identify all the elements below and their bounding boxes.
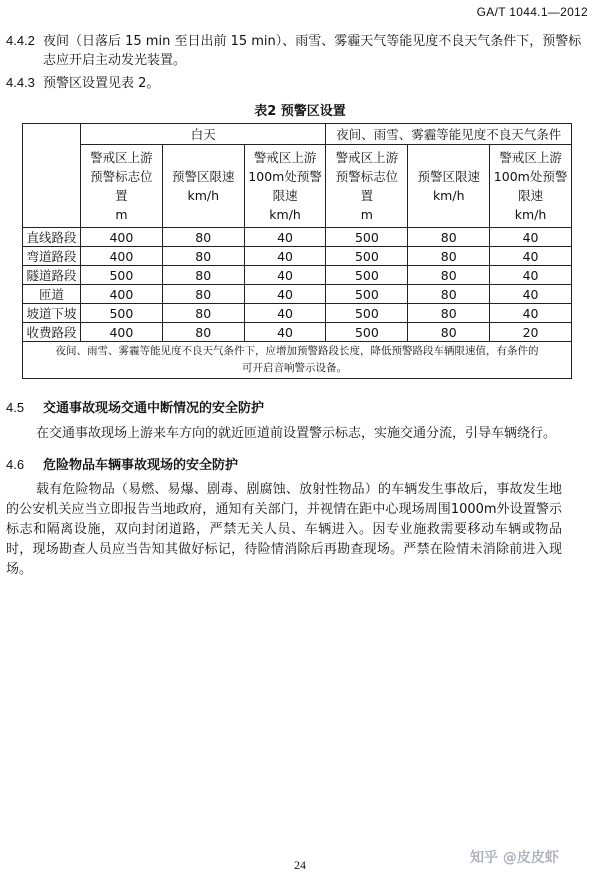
table-cell: 40 — [490, 247, 572, 266]
row-label: 匝道 — [23, 285, 81, 304]
table-row — [23, 247, 572, 266]
table-note-line2: 可开启音响警示设备。 — [242, 362, 347, 374]
table-cell: 40 — [244, 247, 326, 266]
table-cell: 40 — [490, 228, 572, 247]
table-cell: 80 — [162, 247, 244, 266]
table-cell: 80 — [408, 266, 490, 285]
column-header: 预警区限速 km/h — [162, 145, 244, 228]
section-4-6-heading — [6, 454, 238, 473]
table-cell: 500 — [326, 285, 408, 304]
clause-text: 预警区设置见表 2。 — [43, 76, 160, 91]
row-label: 直线路段 — [23, 228, 81, 247]
standard-code: GA/T 1044.1—2012 — [476, 5, 588, 19]
clause-number: 4.4.2 — [6, 33, 35, 48]
group-header-night: 夜间、雨雪、雾霾等能见度不良天气条件 — [326, 124, 572, 145]
table-row — [23, 228, 572, 247]
table-note — [23, 342, 572, 379]
table-cell: 40 — [490, 304, 572, 323]
column-header: 预警区限速 km/h — [408, 145, 490, 228]
table-cell: 400 — [81, 285, 163, 304]
table-cell: 500 — [326, 304, 408, 323]
table-note-line1: 夜间、雨雪、雾霾等能见度不良天气条件下，应增加预警路段长度，降低预警路段车辆限速值，有条件的 — [55, 345, 539, 357]
column-header: 警戒区上游 100m处预警 限速 km/h — [244, 145, 326, 228]
table-cell: 80 — [162, 323, 244, 342]
column-header: 警戒区上游 预警标志位 置 m — [326, 145, 408, 228]
table-cell: 40 — [490, 266, 572, 285]
table-cell: 80 — [162, 285, 244, 304]
table-cell: 80 — [408, 247, 490, 266]
table-cell: 40 — [244, 285, 326, 304]
table-cell: 40 — [244, 323, 326, 342]
section-number: 4.5 — [6, 400, 25, 415]
section-4-5-heading — [6, 397, 264, 416]
table-cell: 80 — [408, 285, 490, 304]
table-cell: 400 — [81, 323, 163, 342]
table-cell: 500 — [326, 323, 408, 342]
section-title: 危险物品车辆事故现场的安全防护 — [43, 458, 239, 473]
watermark: 知乎 @皮皮虾 — [470, 850, 559, 866]
table-row — [23, 323, 572, 342]
table-cell: 80 — [408, 228, 490, 247]
table-cell: 500 — [326, 247, 408, 266]
table-row — [23, 304, 572, 323]
table-cell: 500 — [326, 228, 408, 247]
row-label: 隧道路段 — [23, 266, 81, 285]
section-4-5-body: 在交通事故现场上游来车方向的就近匝道前设置警示标志，实施交通分流，引导车辆绕行。 — [36, 426, 557, 441]
group-header-day: 白天 — [81, 124, 326, 145]
section-number: 4.6 — [6, 457, 25, 472]
table-cell: 80 — [408, 323, 490, 342]
table-cell: 40 — [244, 304, 326, 323]
table-cell: 400 — [81, 247, 163, 266]
table-cell: 80 — [408, 304, 490, 323]
table-caption: 表2 预警区设置 — [254, 104, 346, 119]
table-row — [23, 285, 572, 304]
table-cell: 500 — [81, 266, 163, 285]
table-cell: 40 — [244, 266, 326, 285]
section-4-6-body: 载有危险物品（易燃、易爆、剧毒、剧腐蚀、放射性物品）的车辆发生事故后，事故发生地的公安机关应当立即报告当地政府，通知有关部门，并视情在距中心现场周围1000m外设置警示标志和隔离设施，双向封闭道路，严禁无关人员、车辆进入。因专业施救需要移动车辆或物品时，现场勘查人员应当告知其做好标记，待险情消除后再勘查现场。严禁在险情未消除前进入现场。 — [6, 482, 562, 577]
table-row — [23, 266, 572, 285]
row-label: 弯道路段 — [23, 247, 81, 266]
clause-4-4-2 — [6, 31, 590, 70]
table-cell: 400 — [81, 228, 163, 247]
column-header: 警戒区上游 预警标志位 置 m — [81, 145, 163, 228]
table-cell: 40 — [244, 228, 326, 247]
clause-text-line1: 夜间（日落后 15 min 至日出前 15 min）、雨雪、雾霾天气等能见度不良天气条件下，预警标 — [43, 34, 582, 49]
row-label: 坡道下坡 — [23, 304, 81, 323]
section-title: 交通事故现场交通中断情况的安全防护 — [43, 401, 265, 416]
column-header: 警戒区上游 100m处预警 限速 km/h — [490, 145, 572, 228]
table-cell: 20 — [490, 323, 572, 342]
row-label: 收费路段 — [23, 323, 81, 342]
table-cell: 500 — [81, 304, 163, 323]
warning-zone-table — [22, 123, 572, 379]
clause-text-line2: 志应开启主动发光装置。 — [43, 53, 187, 68]
table-cell: 80 — [162, 304, 244, 323]
clause-number: 4.4.3 — [6, 75, 35, 90]
table-cell: 40 — [490, 285, 572, 304]
clause-4-4-3 — [6, 73, 159, 93]
table-cell: 80 — [162, 228, 244, 247]
table-cell: 80 — [162, 266, 244, 285]
table-cell: 500 — [326, 266, 408, 285]
page-number: 24 — [294, 858, 306, 872]
corner-cell — [23, 124, 81, 228]
